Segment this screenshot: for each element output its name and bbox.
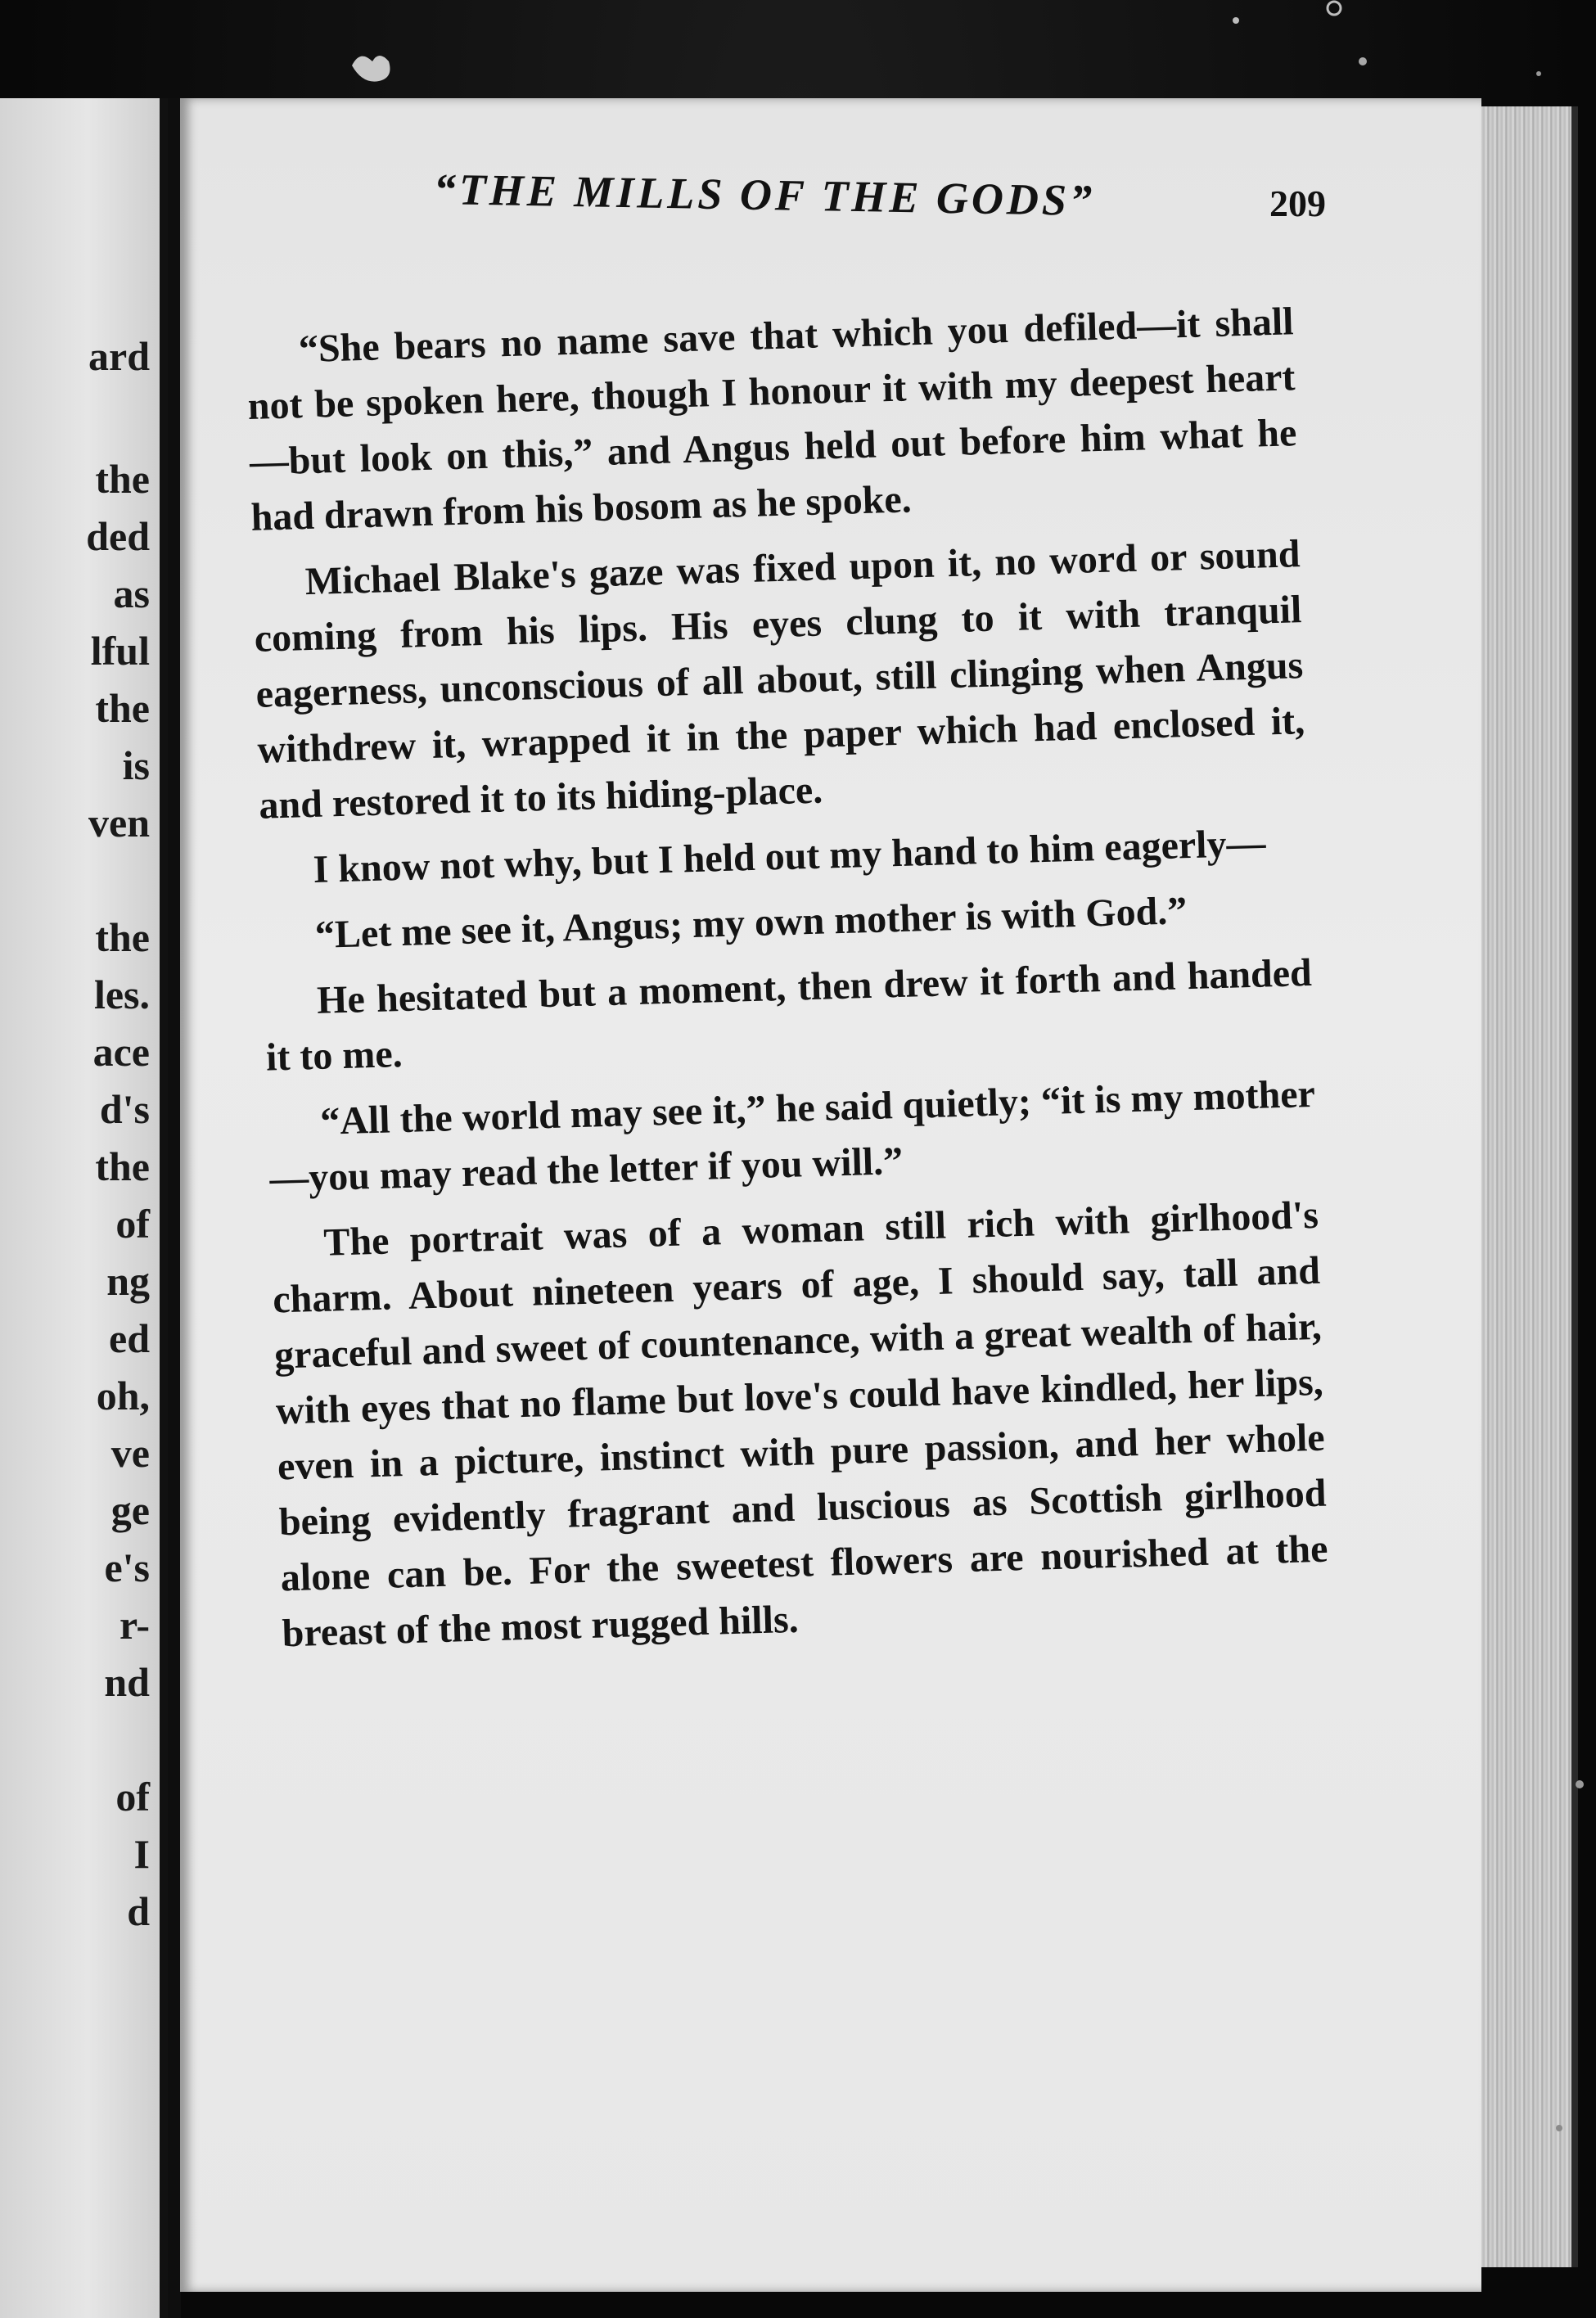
paragraph: “Let me see it, Angus; my own mother is with God.” [314,889,1188,957]
paragraph: The portrait was of a woman still rich with girlhood's charm. About nineteen years of age, I should say, tall and graceful and sweet of countenance, with a great wealth of hair, with eyes that no flame but love's could have kindled, her lips, even in a picture, instinct with pure passion, and her whole being evidently fragrant and luscious as Scottish girlhood alone can be. For the sweetest flowers are nourished at the breast of the most rugged hills. [272,1193,1329,1656]
paragraph: “All the world may see it,” he said quietly; “it is my mother—you may read the letter if you will.” [268,1071,1316,1201]
paragraph: “She bears no name save that which you defiled—it shall not be spoken here, though I honour it with my deepest heart—but look on this,” and Angus held out before him what he had drawn from his bosom as he spoke. [247,300,1297,539]
running-header [270,156,1400,246]
left-fragment: ace [92,1029,150,1075]
paragraph: I know not why, but I held out my hand to him eagerly— [312,821,1267,891]
left-fragment: I [133,1831,150,1877]
left-fragment: the [95,685,150,731]
left-fragment: e's [104,1545,150,1590]
left-fragment: the [95,456,150,502]
left-fragment: as [113,570,150,616]
left-fragment: ng [106,1258,150,1304]
left-fragment: oh, [96,1373,150,1418]
left-fragment: is [122,742,150,788]
left-fragment: d's [99,1086,150,1132]
left-fragment: ard [88,333,150,379]
left-fragment: ed [109,1315,150,1361]
left-fragment: ven [88,800,150,846]
paragraph: Michael Blake's gaze was fixed upon it, no word or sound coming from his lips. His eyes clung to it with tranquil eagerness, unconscious of all about, still clinging when Angus withdrew it, wrapped it in the paper which had enclosed it, and restored it to its hiding-place. [254,532,1305,828]
left-fragment: d [127,1888,150,1934]
left-fragment: the [95,1143,150,1189]
page-number: 209 [1269,183,1326,224]
left-fragment: ge [110,1487,150,1533]
left-fragment: of [115,1774,150,1820]
left-fragment: ve [110,1430,150,1476]
left-fragment: ded [86,513,150,559]
left-fragment: the [95,914,150,960]
left-fragment: nd [104,1659,150,1705]
left-fragment: r- [119,1602,150,1648]
running-title: “THE MILLS OF THE GODS” [433,165,1096,226]
paragraph: He hesitated but a moment, then drew it forth and handed it to me. [265,950,1313,1080]
left-fragment: of [115,1201,150,1247]
left-fragment: les. [93,972,150,1017]
page-body [246,294,1341,2058]
left-fragment: lful [90,628,150,674]
